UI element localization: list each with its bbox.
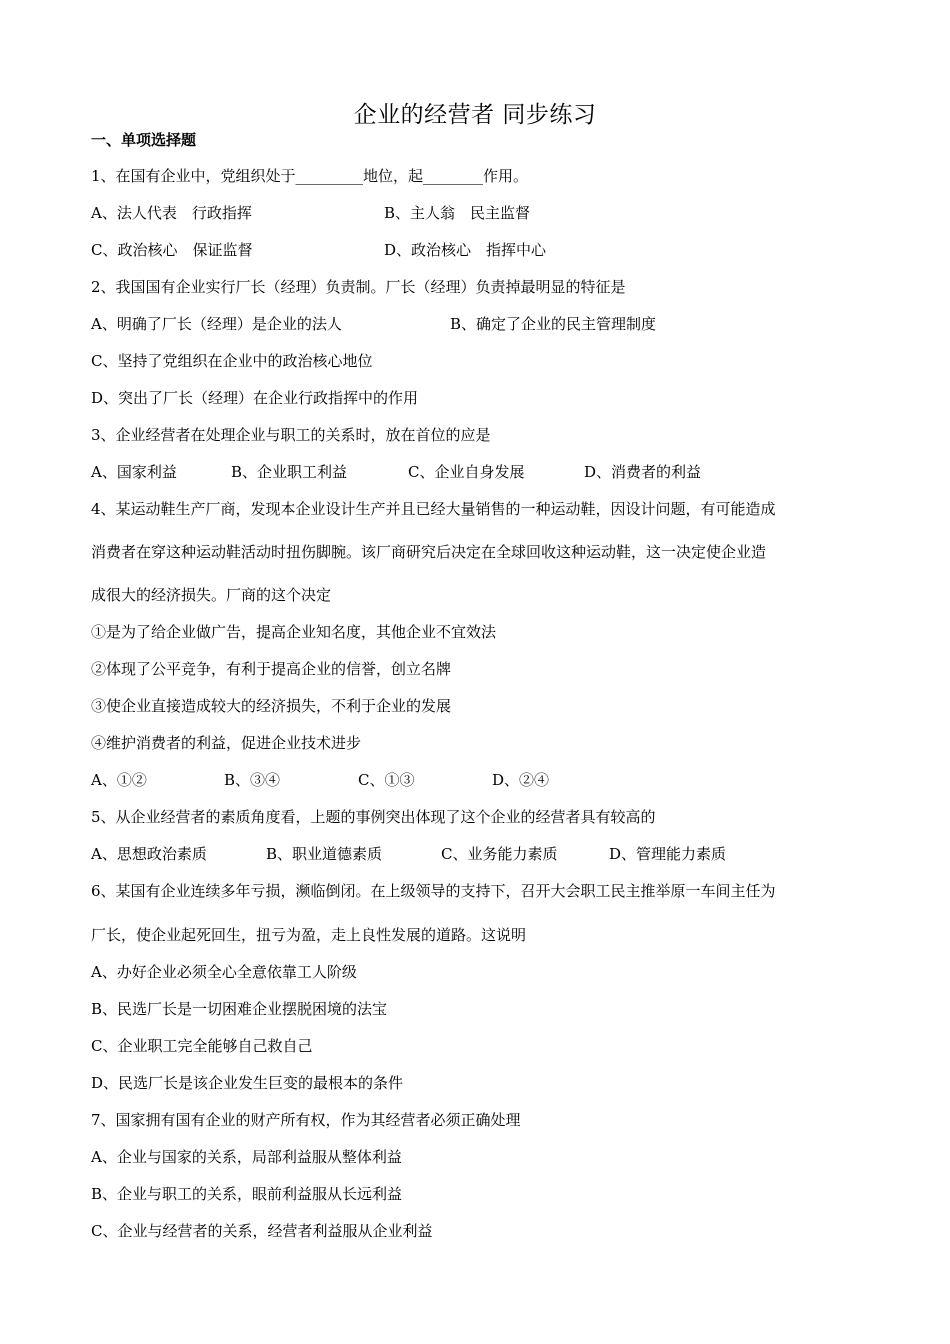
q4-statement-1: ①是为了给企业做广告，提高企业知名度，其他企业不宜效法 xyxy=(91,623,497,641)
q5-option-c: C、业务能力素质 xyxy=(441,845,558,863)
q7-option-c: C、企业与经营者的关系，经营者利益服从企业利益 xyxy=(91,1222,433,1240)
q6-option-a: A、办好企业必须全心全意依靠工人阶级 xyxy=(91,963,357,981)
q1-stem: 1、在国有企业中，党组织处于_________地位，起________作用。 xyxy=(91,167,529,185)
q7-stem: 7、国家拥有国有企业的财产所有权，作为其经营者必须正确处理 xyxy=(91,1111,521,1129)
q5-option-a: A、思想政治素质 xyxy=(91,845,207,863)
q4-option-a: A、①② xyxy=(91,771,147,789)
q1-option-b: B、主人翁 民主监督 xyxy=(384,204,531,222)
q6-stem-line2: 厂长，使企业起死回生，扭亏为盈，走上良性发展的道路。这说明 xyxy=(91,926,527,944)
q4-statement-3: ③使企业直接造成较大的经济损失，不利于企业的发展 xyxy=(91,697,452,715)
q3-option-b: B、企业职工利益 xyxy=(231,463,348,481)
q4-statement-2: ②体现了公平竞争，有利于提高企业的信誉，创立名牌 xyxy=(91,660,452,678)
q3-option-a: A、国家利益 xyxy=(91,463,177,481)
q4-statement-4: ④维护消费者的利益，促进企业技术进步 xyxy=(91,734,362,752)
q3-option-c: C、企业自身发展 xyxy=(408,463,525,481)
q2-option-d: D、突出了厂长（经理）在企业行政指挥中的作用 xyxy=(91,389,419,407)
section-heading: 一、单项选择题 xyxy=(91,131,197,149)
q4-stem-line2: 消费者在穿这种运动鞋活动时扭伤脚腕。该厂商研究后决定在全球回收这种运动鞋，这一决定使企业造 xyxy=(91,543,767,561)
q2-option-a: A、明确了厂长（经理）是企业的法人 xyxy=(91,315,342,333)
q5-option-b: B、职业道德素质 xyxy=(266,845,383,863)
q6-option-d: D、民选厂长是该企业发生巨变的最根本的条件 xyxy=(91,1074,404,1092)
q3-stem: 3、企业经营者在处理企业与职工的关系时，放在首位的应是 xyxy=(91,426,491,444)
q6-option-b: B、民选厂长是一切困难企业摆脱困境的法宝 xyxy=(91,1000,388,1018)
q7-option-a: A、企业与国家的关系，局部利益服从整体利益 xyxy=(91,1148,402,1166)
q2-stem: 2、我国国有企业实行厂长（经理）负责制。厂长（经理）负责掉最明显的特征是 xyxy=(91,278,626,296)
q4-stem-line3: 成很大的经济损失。厂商的这个决定 xyxy=(91,586,332,604)
q3-option-d: D、消费者的利益 xyxy=(584,463,702,481)
q1-option-a: A、法人代表 行政指挥 xyxy=(91,204,252,222)
q4-option-c: C、①③ xyxy=(358,771,415,789)
q5-option-d: D、管理能力素质 xyxy=(609,845,727,863)
q7-option-b: B、企业与职工的关系，眼前利益服从长远利益 xyxy=(91,1185,403,1203)
q6-option-c: C、企业职工完全能够自己救自己 xyxy=(91,1037,313,1055)
page-title: 企业的经营者 同步练习 xyxy=(353,102,597,128)
q2-option-b: B、确定了企业的民主管理制度 xyxy=(450,315,657,333)
q1-option-d: D、政治核心 指挥中心 xyxy=(384,241,547,259)
q4-stem-line1: 4、某运动鞋生产厂商，发现本企业设计生产并且已经大量销售的一种运动鞋，因设计问题，有可能造成 xyxy=(91,500,776,518)
q6-stem-line1: 6、某国有企业连续多年亏损，濒临倒闭。在上级领导的支持下，召开大会职工民主推举原一车间主任为 xyxy=(91,882,776,900)
q2-option-c: C、坚持了党组织在企业中的政治核心地位 xyxy=(91,352,373,370)
q4-option-d: D、②④ xyxy=(492,771,550,789)
q4-option-b: B、③④ xyxy=(224,771,281,789)
q1-option-c: C、政治核心 保证监督 xyxy=(91,241,253,259)
q5-stem: 5、从企业经营者的素质角度看，上题的事例突出体现了这个企业的经营者具有较高的 xyxy=(91,808,656,826)
